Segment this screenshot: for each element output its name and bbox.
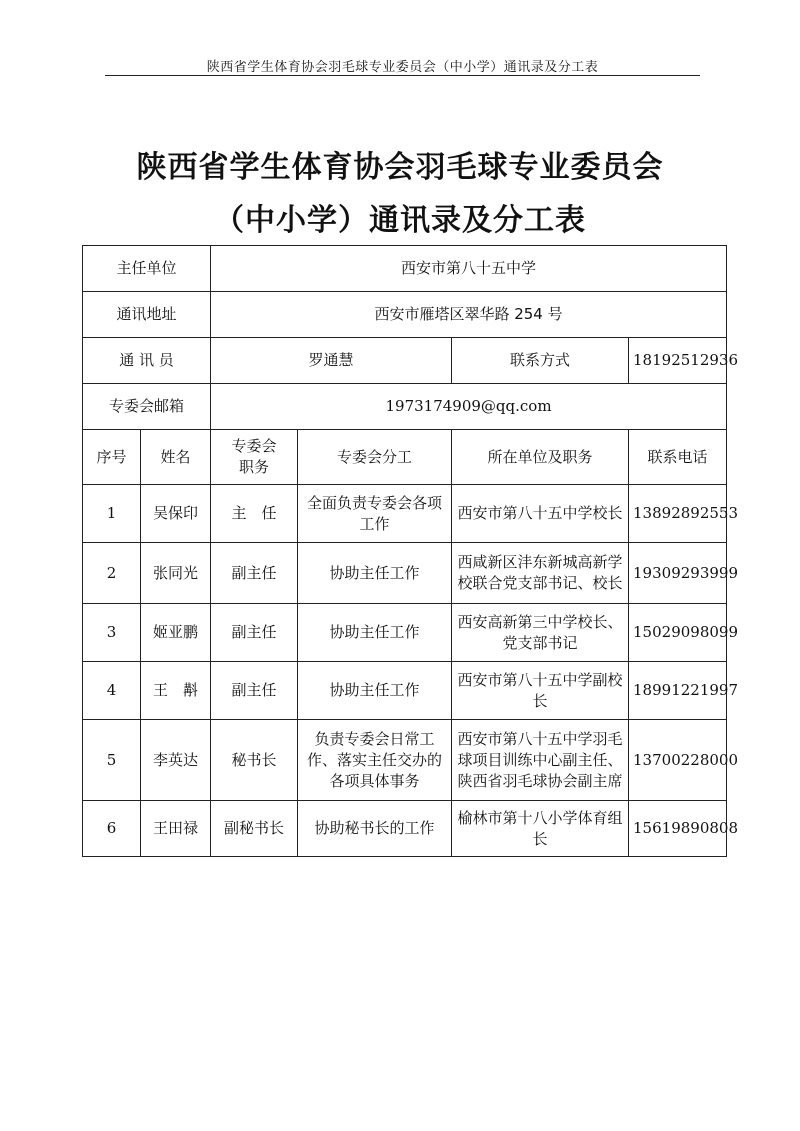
row-phone: 13892892553 [629,485,727,543]
header-position: 专委会 职务 [211,430,298,485]
document-title-line-2: （中小学）通讯录及分工表 [214,203,586,238]
contact-value: 18192512936 [629,338,727,384]
table-row [83,801,727,857]
row-unit: 榆林市第十八小学体育组长 [452,801,629,857]
host-unit-label: 主任单位 [83,246,211,292]
table-row [83,720,727,801]
row-position: 副主任 [211,604,298,662]
row-duty: 协助主任工作 [298,543,452,604]
table-row [83,485,727,543]
row-index: 4 [83,662,141,720]
document-title-line-1: 陕西省学生体育协会羽毛球专业委员会 [136,150,664,185]
row-duty: 协助主任工作 [298,604,452,662]
row-name: 姬亚鹏 [141,604,211,662]
row-unit: 西安市第八十五中学副校长 [452,662,629,720]
header-duty: 专委会分工 [298,430,452,485]
row-unit: 西咸新区沣东新城高新学校联合党支部书记、校长 [452,543,629,604]
correspondent-value: 罗通慧 [211,338,452,384]
table-row [83,604,727,662]
row-name: 李英达 [141,720,211,801]
row-name: 吴保印 [141,485,211,543]
row-index: 3 [83,604,141,662]
table-row [83,543,727,604]
row-phone: 13700228000 [629,720,727,801]
email-label: 专委会邮箱 [83,384,211,430]
row-position: 主 任 [211,485,298,543]
row-index: 2 [83,543,141,604]
header-name: 姓名 [141,430,211,485]
address-label: 通讯地址 [83,292,211,338]
contact-label: 联系方式 [452,338,629,384]
header-index: 序号 [83,430,141,485]
row-phone: 19309293999 [629,543,727,604]
row-position: 副主任 [211,543,298,604]
row-index: 5 [83,720,141,801]
running-head: 陕西省学生体育协会羽毛球专业委员会（中小学）通讯录及分工表 [206,60,599,75]
row-duty: 全面负责专委会各项工作 [298,485,452,543]
row-unit: 西安高新第三中学校长、党支部书记 [452,604,629,662]
row-duty: 协助主任工作 [298,662,452,720]
row-index: 1 [83,485,141,543]
row-name: 王 斠 [141,662,211,720]
row-phone: 18991221997 [629,662,727,720]
row-name: 王田禄 [141,801,211,857]
email-value: 1973174909@qq.com [211,384,727,430]
header-rule [105,75,700,76]
contact-table [82,245,738,857]
row-duty: 负责专委会日常工作、落实主任交办的各项具体事务 [298,720,452,801]
correspondent-label: 通 讯 员 [83,338,211,384]
address-value: 西安市雁塔区翠华路 254 号 [211,292,727,338]
row-position: 副主任 [211,662,298,720]
row-position: 秘书长 [211,720,298,801]
host-unit-value: 西安市第八十五中学 [211,246,727,292]
row-phone: 15029098099 [629,604,727,662]
row-unit: 西安市第八十五中学羽毛球项目训练中心副主任、陕西省羽毛球协会副主席 [452,720,629,801]
header-unit: 所在单位及职务 [452,430,629,485]
row-duty: 协助秘书长的工作 [298,801,452,857]
row-name: 张同光 [141,543,211,604]
table-row [83,662,727,720]
table-header-row [83,430,727,485]
row-phone: 15619890808 [629,801,727,857]
row-position: 副秘书长 [211,801,298,857]
row-unit: 西安市第八十五中学校长 [452,485,629,543]
row-index: 6 [83,801,141,857]
header-phone: 联系电话 [629,430,727,485]
